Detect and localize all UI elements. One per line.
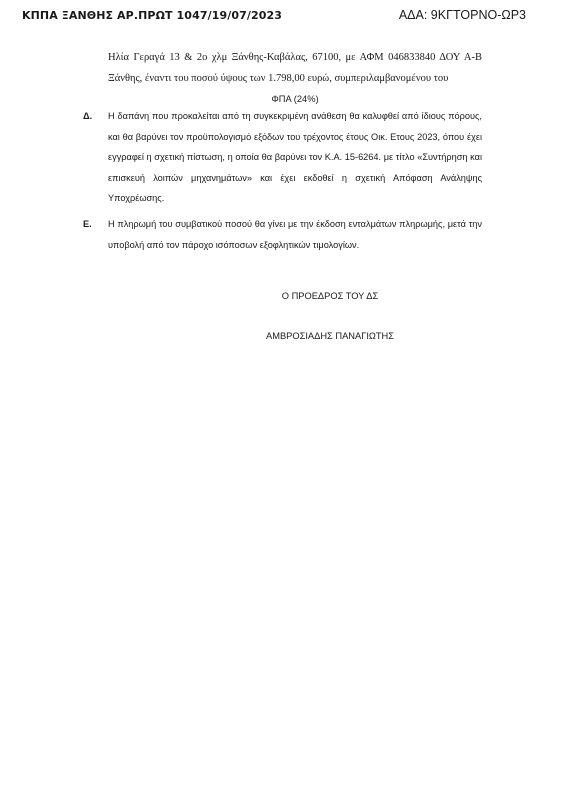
clause-marker: Ε. [83, 219, 92, 229]
clause-d [83, 106, 482, 209]
protocol-number: ΚΠΠΑ ΞΑΝΘΗΣ ΑΡ.ΠΡΩΤ 1047/19/07/2023 [22, 9, 282, 22]
clause-text: Η πληρωμή του συμβατικού ποσού θα γίνει με την έκδοση ενταλμάτων πληρωμής, μετά την υποβολή από τον πάροχο ισόποσων εξοφλητικών τιμολογίων. [108, 219, 482, 250]
signatory-title: Ο ΠΡΟΕΔΡΟΣ ΤΟΥ ΔΣ [281, 291, 379, 301]
ada-code: ΑΔΑ: 9ΚΓΤΟΡΝΟ-ΩΡ3 [398, 8, 526, 22]
clause-marker: Δ. [83, 111, 93, 121]
clause-text: Η δαπάνη που προκαλείται από τη συγκεκριμένη ανάθεση θα καλυφθεί από ίδιους πόρους, και θα βαρύνει τον προϋπολογισμό εξόδων του τρέχοντος έτους Οικ. Ετους 2023, όπου έχει εγγραφεί η σχετική πίστωση, η οποία θα βαρύνει τον Κ.Α. 15-6264. με τίτλο «Συντήρηση και επισκευή λοιπών μηχανημάτων» και έχει εκδοθεί η σχετική Απόφαση Ανάληψης Υποχρέωσης. [108, 111, 482, 203]
intro-text: Ηλία Γεραγά 13 & 2ο χλμ Ξάνθης-Καβάλας, 67100, με ΑΦΜ 046833840 ΔΟΥ Α-Β Ξάνθης, έναντι του ποσού ύψους των 1.798,00 ευρώ, συμπεριλαμβανομένου του [108, 52, 482, 84]
intro-text-end: ΦΠΑ (24%) [271, 94, 319, 104]
clause-e [83, 214, 482, 255]
intro-paragraph [108, 47, 482, 109]
signatory-name: ΑΜΒΡΟΣΙΑΔΗΣ ΠΑΝΑΓΙΩΤΗΣ [266, 331, 394, 341]
